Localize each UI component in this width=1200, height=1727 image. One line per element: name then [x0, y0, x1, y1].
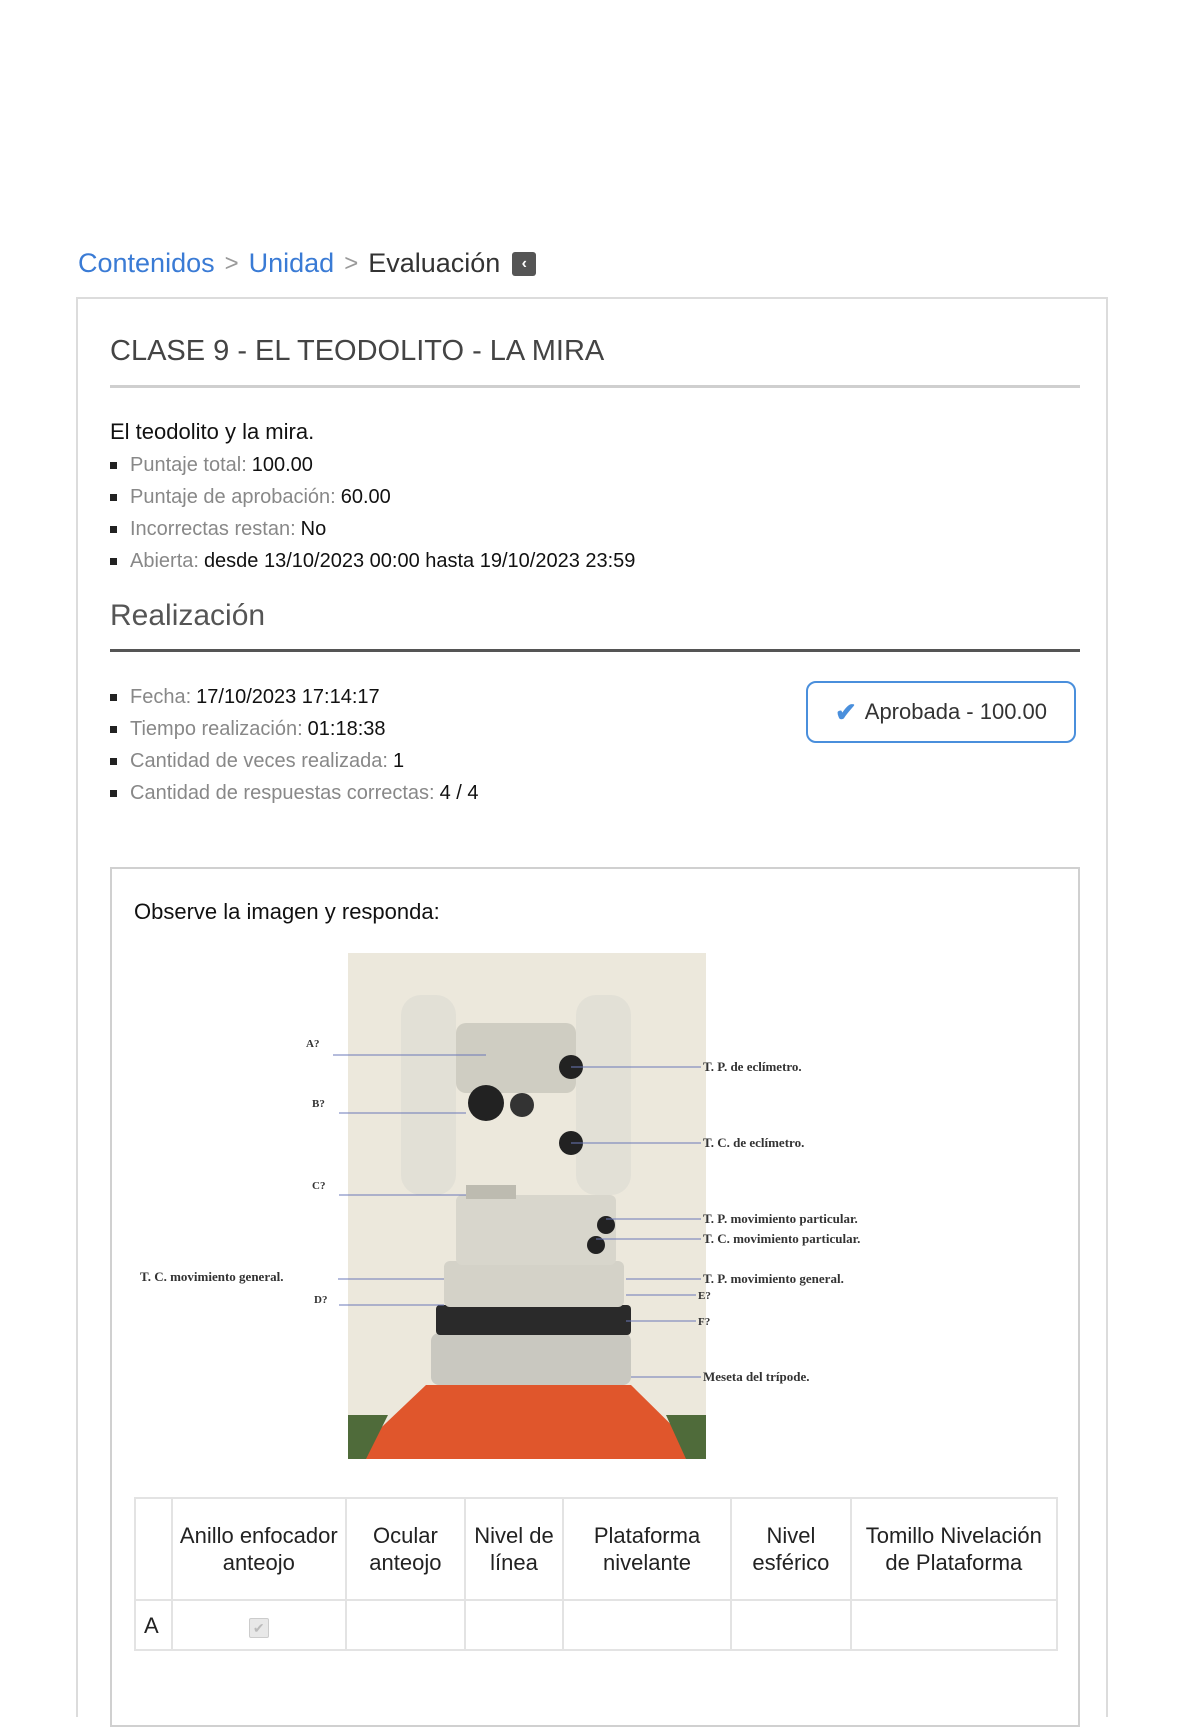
- row-label: A: [135, 1600, 172, 1650]
- title-divider: [110, 385, 1080, 388]
- info-item: Cantidad de respuestas correctas: 4 / 4: [110, 777, 479, 809]
- answer-cell[interactable]: [465, 1600, 563, 1650]
- answer-checkbox-checked[interactable]: ✔: [249, 1618, 269, 1638]
- figure-label-tp-eclimetro: T. P. de eclímetro.: [703, 1059, 802, 1074]
- breadcrumb: [78, 248, 536, 279]
- answer-matrix: [134, 1497, 1058, 1651]
- chevron-left-square-icon[interactable]: ‹: [512, 252, 536, 276]
- figure-label-tc-particular: T. C. movimiento particular.: [703, 1231, 861, 1246]
- breadcrumb-current: Evaluación: [368, 248, 501, 278]
- leveling-platform: [444, 1261, 624, 1307]
- column-header: Ocular anteojo: [346, 1498, 465, 1600]
- theodolite-figure: [126, 945, 926, 1465]
- corner-header: [135, 1498, 172, 1600]
- column-header: Tomillo Nivelación de Plataforma: [851, 1498, 1057, 1600]
- evaluation-panel: [76, 297, 1108, 1717]
- figure-label-c: C?: [312, 1180, 326, 1192]
- base-plate: [431, 1333, 631, 1385]
- eyepiece: [468, 1085, 504, 1121]
- info-item: Fecha: 17/10/2023 17:14:17: [110, 681, 479, 713]
- figure-label-tc-eclimetro: T. C. de eclímetro.: [703, 1135, 805, 1150]
- alidade-body: [456, 1195, 616, 1265]
- answer-cell[interactable]: [563, 1600, 731, 1650]
- figure-label-tp-particular: T. P. movimiento particular.: [703, 1211, 858, 1226]
- figure-label-e: E?: [698, 1290, 711, 1302]
- figure-label-b: B?: [312, 1098, 325, 1110]
- check-icon: ✔: [834, 696, 857, 727]
- left-standard: [401, 995, 456, 1195]
- right-standard: [576, 995, 631, 1195]
- page-title: CLASE 9 - EL TEODOLITO - LA MIRA: [110, 335, 605, 367]
- figure-label-meseta: Meseta del trípode.: [703, 1369, 810, 1384]
- info-item: Tiempo realización: 01:18:38: [110, 713, 479, 745]
- figure-label-tp-general: T. P. movimiento general.: [703, 1271, 844, 1286]
- focus-knob: [510, 1093, 534, 1117]
- answer-cell: [172, 1600, 346, 1650]
- answer-cell[interactable]: [851, 1600, 1057, 1650]
- status-badge-label: Aprobada - 100.00: [864, 699, 1048, 724]
- telescope: [456, 1023, 576, 1093]
- breadcrumb-unidad-link[interactable]: Unidad: [248, 248, 335, 278]
- line-level: [466, 1185, 516, 1199]
- figure-label-tc-general: T. C. movimiento general.: [140, 1269, 284, 1284]
- column-header: Anillo enfocador anteojo: [172, 1498, 346, 1600]
- info-item: Puntaje de aprobación: 60.00: [110, 481, 635, 513]
- breadcrumb-separator: >: [344, 249, 359, 277]
- breadcrumb-contenidos-link[interactable]: Contenidos: [78, 248, 215, 278]
- realizacion-info-list: [110, 681, 479, 809]
- section-title-realizacion: Realización: [110, 599, 266, 632]
- table-row: [135, 1600, 1057, 1650]
- info-item: Puntaje total: 100.00: [110, 449, 635, 481]
- figure-label-a: A?: [306, 1038, 320, 1050]
- leveling-screws: [436, 1305, 631, 1335]
- info-item: Cantidad de veces realizada: 1: [110, 745, 479, 777]
- column-header: Nivel de línea: [465, 1498, 563, 1600]
- breadcrumb-separator: >: [224, 249, 239, 277]
- info-item: Abierta: desde 13/10/2023 00:00 hasta 19/10/2023 23:59: [110, 545, 635, 577]
- question-text: Observe la imagen y responda:: [134, 899, 440, 924]
- info-item: Incorrectas restan: No: [110, 513, 635, 545]
- evaluation-info-list: [110, 449, 635, 577]
- status-badge: [806, 681, 1076, 743]
- column-header: Plataforma nivelante: [563, 1498, 731, 1600]
- column-header: Nivel esférico: [731, 1498, 850, 1600]
- evaluation-subtitle: El teodolito y la mira.: [110, 419, 315, 444]
- section-divider: [110, 649, 1080, 652]
- figure-label-f: F?: [698, 1316, 711, 1328]
- figure-label-d: D?: [314, 1294, 328, 1306]
- question-card: [110, 867, 1080, 1727]
- answer-cell[interactable]: [731, 1600, 850, 1650]
- answer-cell[interactable]: [346, 1600, 465, 1650]
